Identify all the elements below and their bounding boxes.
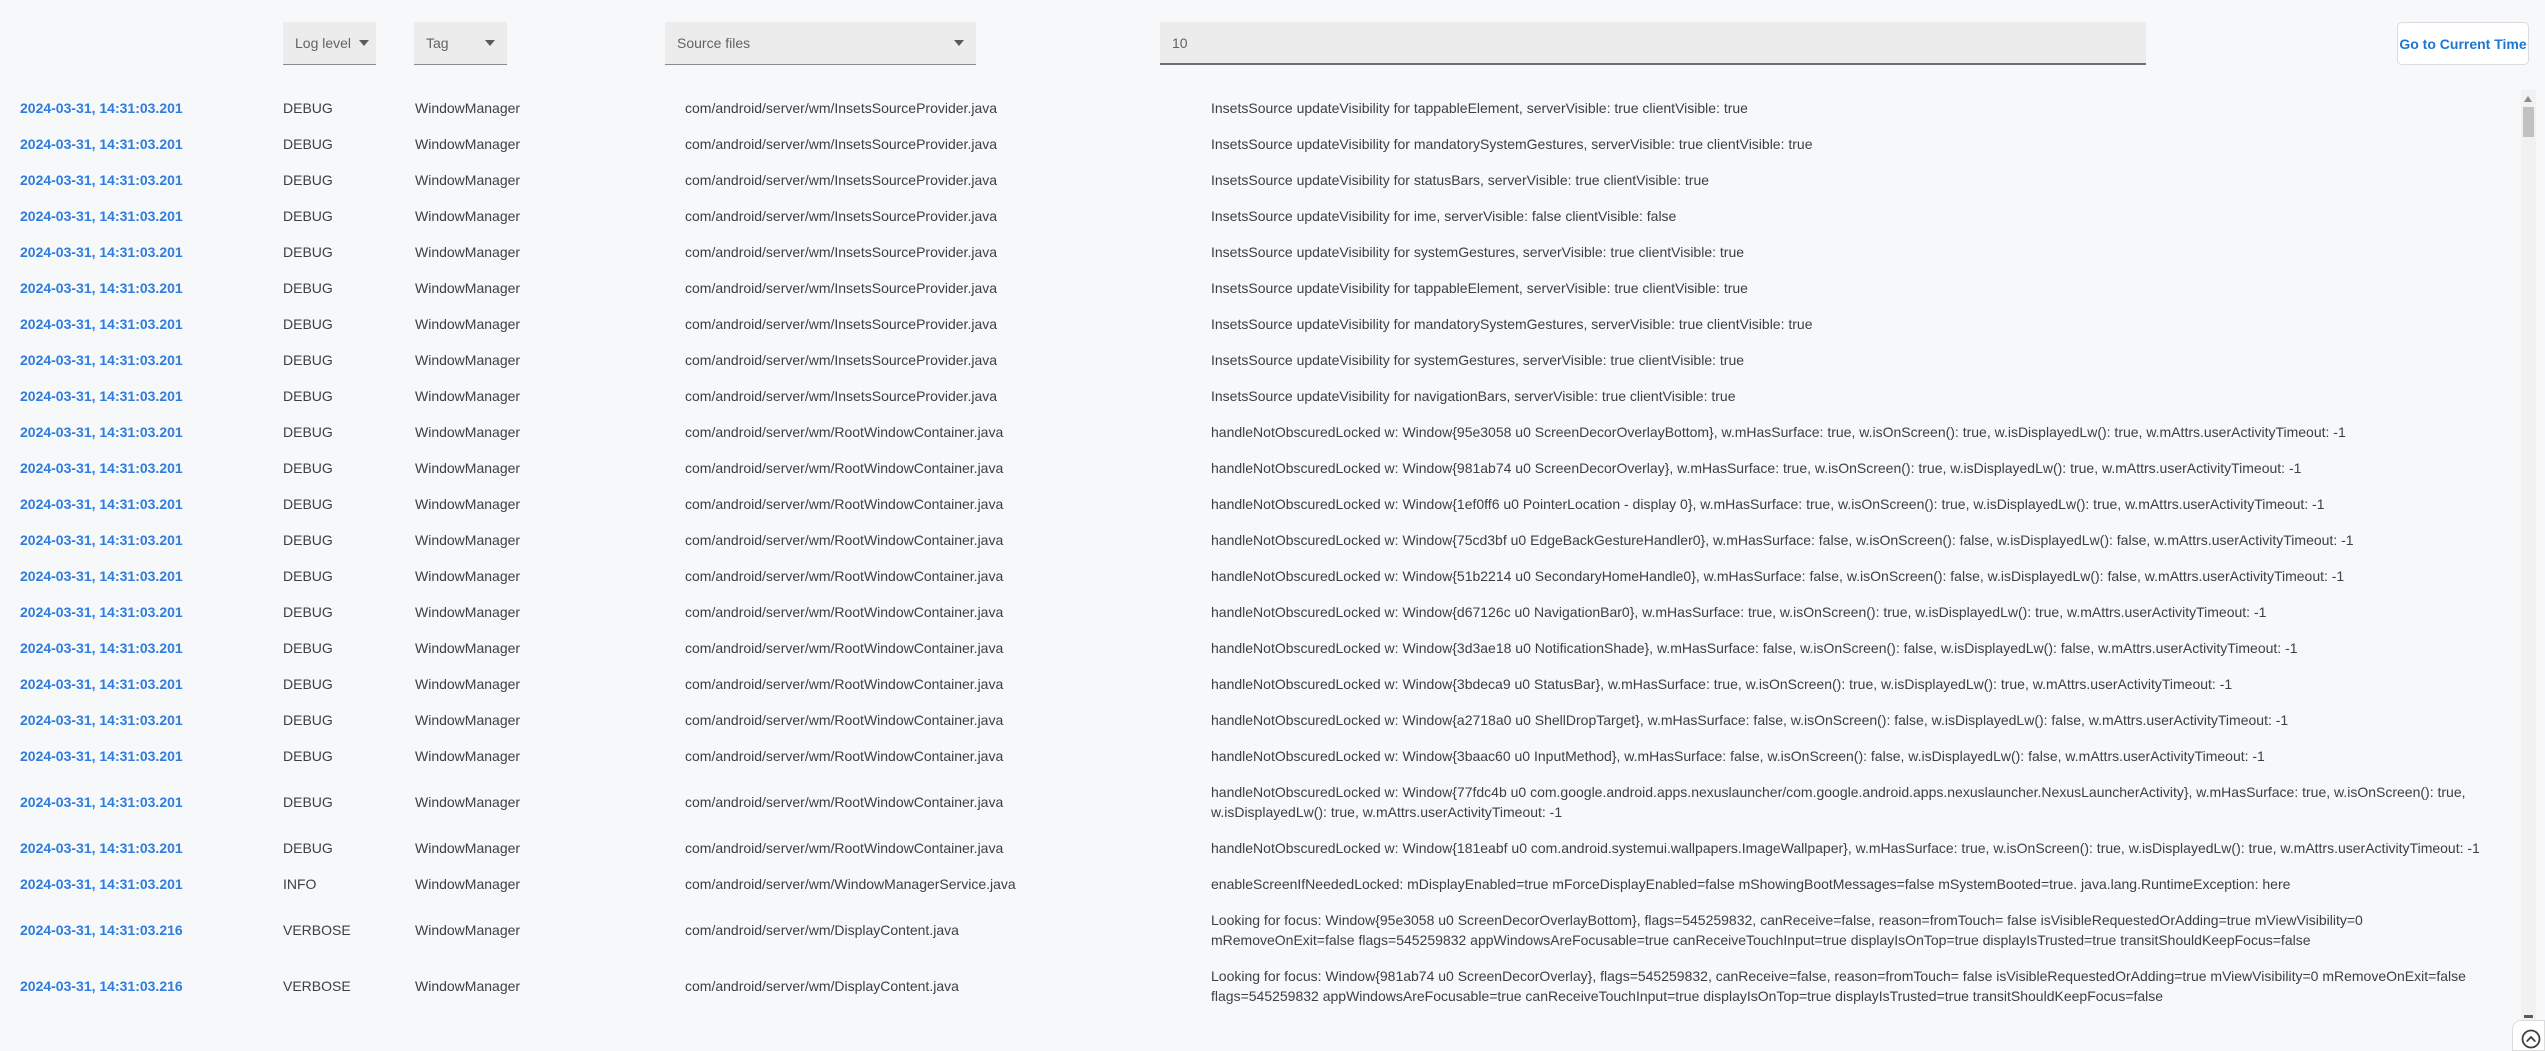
tag-select[interactable] <box>414 22 507 65</box>
row-message: InsetsSource updateVisibility for mandatorySystemGestures, serverVisible: true clientVisible: true <box>1211 316 1813 332</box>
row-tag: WindowManager <box>415 208 521 224</box>
row-timestamp-link[interactable]: 2024-03-31, 14:31:03.201 <box>20 100 183 116</box>
row-log-level: VERBOSE <box>283 922 351 938</box>
row-source-file: com/android/server/wm/RootWindowContainer.java <box>685 532 1004 548</box>
row-message: handleNotObscuredLocked w: Window{3baac60 u0 InputMethod}, w.mHasSurface: false, w.isOnScreen(): false, w.isDisplayedLw(): false, w.mAttrs.userActivityTimeout: -1 <box>1211 748 2265 764</box>
row-source-file: com/android/server/wm/DisplayContent.java <box>685 978 959 994</box>
row-tag: WindowManager <box>415 316 521 332</box>
table-row[interactable] <box>0 270 2545 306</box>
row-message: handleNotObscuredLocked w: Window{95e3058 u0 ScreenDecorOverlayBottom}, w.mHasSurface: true, w.isOnScreen(): true, w.isDisplayedLw(): true, w.mAttrs.userActivityTimeout: -1 <box>1211 424 2346 440</box>
scrollbar-up-arrow-icon[interactable] <box>2524 96 2532 102</box>
row-tag: WindowManager <box>415 460 521 476</box>
row-log-level: DEBUG <box>283 676 333 692</box>
scroll-to-top-button[interactable] <box>2512 1020 2545 1051</box>
row-timestamp-link[interactable]: 2024-03-31, 14:31:03.201 <box>20 244 183 260</box>
row-timestamp-link[interactable]: 2024-03-31, 14:31:03.201 <box>20 604 183 620</box>
chevron-down-icon <box>954 40 964 46</box>
row-timestamp-link[interactable]: 2024-03-31, 14:31:03.201 <box>20 640 183 656</box>
row-timestamp-link[interactable]: 2024-03-31, 14:31:03.201 <box>20 280 183 296</box>
row-timestamp-link[interactable]: 2024-03-31, 14:31:03.201 <box>20 712 183 728</box>
row-timestamp-link[interactable]: 2024-03-31, 14:31:03.201 <box>20 388 183 404</box>
row-log-level: DEBUG <box>283 794 333 810</box>
row-message: handleNotObscuredLocked w: Window{51b2214 u0 SecondaryHomeHandle0}, w.mHasSurface: false, w.isOnScreen(): false, w.isDisplayedLw(): false, w.mAttrs.userActivityTimeout: -1 <box>1211 568 2345 584</box>
row-tag: WindowManager <box>415 280 521 296</box>
row-message: Looking for focus: Window{981ab74 u0 ScreenDecorOverlay}, flags=545259832, canReceive=false, reason=fromTouch= false isVisibleRequestedOrAdding=true mViewVisibility=0 mRemoveOnExit=false flags=545259832 appWindowsAreFocusable=true canReceiveTouchInput=true displayIsOnTop=true displayIsTrusted=true transitShouldKeepFocus=false <box>1211 968 2466 1004</box>
row-message: handleNotObscuredLocked w: Window{981ab74 u0 ScreenDecorOverlay}, w.mHasSurface: true, w.isOnScreen(): true, w.isDisplayedLw(): true, w.mAttrs.userActivityTimeout: -1 <box>1211 460 2302 476</box>
row-log-level: DEBUG <box>283 208 333 224</box>
row-source-file: com/android/server/wm/RootWindowContainer.java <box>685 676 1004 692</box>
row-source-file: com/android/server/wm/InsetsSourceProvider.java <box>685 316 998 332</box>
row-tag: WindowManager <box>415 922 521 938</box>
tag-label: Tag <box>426 35 449 51</box>
table-row[interactable] <box>0 378 2545 414</box>
table-row[interactable] <box>0 738 2545 774</box>
row-tag: WindowManager <box>415 676 521 692</box>
table-row[interactable] <box>0 486 2545 522</box>
row-timestamp-link[interactable]: 2024-03-31, 14:31:03.201 <box>20 172 183 188</box>
row-message: handleNotObscuredLocked w: Window{77fdc4b u0 com.google.android.apps.nexuslauncher/com.google.android.apps.nexuslauncher.NexusLauncherActivity}, w.mHasSurface: true, w.isOnScreen(): true, w.isDisplayedLw(): true, w.mAttrs.userActivityTimeout: -1 <box>1211 784 2466 820</box>
table-row[interactable] <box>0 866 2545 902</box>
row-log-level: DEBUG <box>283 100 333 116</box>
row-log-level: DEBUG <box>283 388 333 404</box>
row-timestamp-link[interactable]: 2024-03-31, 14:31:03.201 <box>20 352 183 368</box>
row-source-file: com/android/server/wm/InsetsSourceProvider.java <box>685 172 998 188</box>
row-tag: WindowManager <box>415 640 521 656</box>
source-files-label: Source files <box>677 35 751 51</box>
row-message: handleNotObscuredLocked w: Window{75cd3bf u0 EdgeBackGestureHandler0}, w.mHasSurface: false, w.isOnScreen(): false, w.isDisplayedLw(): false, w.mAttrs.userActivityTimeout: -1 <box>1211 532 2354 548</box>
row-timestamp-link[interactable]: 2024-03-31, 14:31:03.201 <box>20 876 183 892</box>
row-source-file: com/android/server/wm/RootWindowContainer.java <box>685 712 1004 728</box>
row-timestamp-link[interactable]: 2024-03-31, 14:31:03.201 <box>20 794 183 810</box>
row-source-file: com/android/server/wm/RootWindowContainer.java <box>685 748 1004 764</box>
log-level-label: Log level <box>295 35 352 51</box>
row-log-level: DEBUG <box>283 840 333 856</box>
row-source-file: com/android/server/wm/RootWindowContainer.java <box>685 794 1004 810</box>
row-source-file: com/android/server/wm/InsetsSourceProvider.java <box>685 352 998 368</box>
row-source-file: com/android/server/wm/RootWindowContainer.java <box>685 840 1004 856</box>
row-log-level: DEBUG <box>283 136 333 152</box>
row-source-file: com/android/server/wm/RootWindowContainer.java <box>685 568 1004 584</box>
row-message: InsetsSource updateVisibility for mandatorySystemGestures, serverVisible: true clientVisible: true <box>1211 136 1813 152</box>
row-tag: WindowManager <box>415 794 521 810</box>
chevron-down-icon <box>485 40 495 46</box>
row-source-file: com/android/server/wm/DisplayContent.java <box>685 922 959 938</box>
row-tag: WindowManager <box>415 244 521 260</box>
row-message: InsetsSource updateVisibility for navigationBars, serverVisible: true clientVisible: true <box>1211 388 1736 404</box>
row-log-level: DEBUG <box>283 460 333 476</box>
row-timestamp-link[interactable]: 2024-03-31, 14:31:03.216 <box>20 978 183 994</box>
row-source-file: com/android/server/wm/InsetsSourceProvider.java <box>685 100 998 116</box>
table-row[interactable] <box>0 774 2545 830</box>
row-log-level: DEBUG <box>283 352 333 368</box>
row-log-level: DEBUG <box>283 640 333 656</box>
row-tag: WindowManager <box>415 352 521 368</box>
row-message: enableScreenIfNeededLocked: mDisplayEnabled=true mForceDisplayEnabled=false mShowingBootMessages=false mSystemBooted=true. java.lang.RuntimeException: here <box>1211 876 2291 892</box>
row-tag: WindowManager <box>415 100 521 116</box>
table-row[interactable] <box>0 558 2545 594</box>
row-timestamp-link[interactable]: 2024-03-31, 14:31:03.201 <box>20 316 183 332</box>
row-message: handleNotObscuredLocked w: Window{3bdeca9 u0 StatusBar}, w.mHasSurface: true, w.isOnScreen(): true, w.isDisplayedLw(): true, w.mAttrs.userActivityTimeout: -1 <box>1211 676 2233 692</box>
row-source-file: com/android/server/wm/RootWindowContainer.java <box>685 460 1004 476</box>
table-row[interactable] <box>0 594 2545 630</box>
row-message: Looking for focus: Window{95e3058 u0 ScreenDecorOverlayBottom}, flags=545259832, canReceive=false, reason=fromTouch= false isVisibleRequestedOrAdding=true mViewVisibility=0 mRemoveOnExit=false flags=545259832 appWindowsAreFocusable=true canReceiveTouchInput=true displayIsOnTop=true displayIsTrusted=true transitShouldKeepFocus=false <box>1211 912 2363 948</box>
row-log-level: DEBUG <box>283 172 333 188</box>
row-log-level: DEBUG <box>283 424 333 440</box>
row-message: InsetsSource updateVisibility for systemGestures, serverVisible: true clientVisible: true <box>1211 244 1745 260</box>
row-tag: WindowManager <box>415 712 521 728</box>
row-tag: WindowManager <box>415 136 521 152</box>
row-message: InsetsSource updateVisibility for tappableElement, serverVisible: true clientVisible: true <box>1211 100 1748 116</box>
row-timestamp-link[interactable]: 2024-03-31, 14:31:03.216 <box>20 922 183 938</box>
row-tag: WindowManager <box>415 604 521 620</box>
go-to-current-time-button[interactable]: Go to Current Time <box>2397 22 2529 65</box>
row-tag: WindowManager <box>415 388 521 404</box>
search-input[interactable] <box>1160 22 2146 65</box>
table-row[interactable] <box>0 666 2545 702</box>
row-timestamp-link[interactable]: 2024-03-31, 14:31:03.201 <box>20 424 183 440</box>
row-message: handleNotObscuredLocked w: Window{3d3ae18 u0 NotificationShade}, w.mHasSurface: false, w.isOnScreen(): false, w.isDisplayedLw(): false, w.mAttrs.userActivityTimeout: -1 <box>1211 640 2298 656</box>
table-row[interactable] <box>0 830 2545 866</box>
row-message: InsetsSource updateVisibility for ime, serverVisible: false clientVisible: false <box>1211 208 1677 224</box>
row-message: handleNotObscuredLocked w: Window{a2718a0 u0 ShellDropTarget}, w.mHasSurface: false, w.isOnScreen(): false, w.isDisplayedLw(): false, w.mAttrs.userActivityTimeout: -1 <box>1211 712 2289 728</box>
row-tag: WindowManager <box>415 748 521 764</box>
row-log-level: DEBUG <box>283 568 333 584</box>
row-source-file: com/android/server/wm/InsetsSourceProvider.java <box>685 136 998 152</box>
row-tag: WindowManager <box>415 568 521 584</box>
scrollbar-down-arrow-icon[interactable] <box>2524 1015 2533 1018</box>
row-timestamp-link[interactable]: 2024-03-31, 14:31:03.201 <box>20 568 183 584</box>
row-source-file: com/android/server/wm/WindowManagerService.java <box>685 876 1016 892</box>
row-source-file: com/android/server/wm/InsetsSourceProvider.java <box>685 244 998 260</box>
table-row[interactable] <box>0 414 2545 450</box>
table-row[interactable] <box>0 902 2545 958</box>
chevron-down-icon <box>359 40 369 46</box>
row-source-file: com/android/server/wm/RootWindowContainer.java <box>685 424 1004 440</box>
row-timestamp-link[interactable]: 2024-03-31, 14:31:03.201 <box>20 136 183 152</box>
row-source-file: com/android/server/wm/InsetsSourceProvider.java <box>685 208 998 224</box>
row-log-level: DEBUG <box>283 496 333 512</box>
table-row[interactable] <box>0 522 2545 558</box>
log-level-select[interactable] <box>283 22 376 65</box>
row-source-file: com/android/server/wm/RootWindowContainer.java <box>685 640 1004 656</box>
row-log-level: DEBUG <box>283 604 333 620</box>
row-log-level: DEBUG <box>283 532 333 548</box>
row-timestamp-link[interactable]: 2024-03-31, 14:31:03.201 <box>20 208 183 224</box>
row-tag: WindowManager <box>415 532 521 548</box>
table-row[interactable] <box>0 162 2545 198</box>
row-tag: WindowManager <box>415 840 521 856</box>
row-message: handleNotObscuredLocked w: Window{181eabf u0 com.android.systemui.wallpapers.ImageWallpaper}, w.mHasSurface: true, w.isOnScreen(): true, w.isDisplayedLw(): true, w.mAttrs.userActivityTimeout: -1 <box>1211 840 2480 856</box>
row-source-file: com/android/server/wm/RootWindowContainer.java <box>685 604 1004 620</box>
row-message: handleNotObscuredLocked w: Window{1ef0ff6 u0 PointerLocation - display 0}, w.mHasSurface: true, w.isOnScreen(): true, w.isDisplayedLw(): true, w.mAttrs.userActivityTimeout: -1 <box>1211 496 2325 512</box>
row-timestamp-link[interactable]: 2024-03-31, 14:31:03.201 <box>20 840 183 856</box>
vertical-scrollbar[interactable] <box>2521 90 2536 1021</box>
row-timestamp-link[interactable]: 2024-03-31, 14:31:03.201 <box>20 532 183 548</box>
row-message: InsetsSource updateVisibility for statusBars, serverVisible: true clientVisible: true <box>1211 172 1710 188</box>
row-timestamp-link[interactable]: 2024-03-31, 14:31:03.201 <box>20 676 183 692</box>
table-row[interactable] <box>0 958 2545 1014</box>
table-row[interactable] <box>0 450 2545 486</box>
table-row[interactable] <box>0 198 2545 234</box>
row-timestamp-link[interactable]: 2024-03-31, 14:31:03.201 <box>20 748 183 764</box>
table-row[interactable] <box>0 342 2545 378</box>
source-files-select[interactable] <box>665 22 976 65</box>
row-message: InsetsSource updateVisibility for systemGestures, serverVisible: true clientVisible: true <box>1211 352 1745 368</box>
row-message: InsetsSource updateVisibility for tappableElement, serverVisible: true clientVisible: true <box>1211 280 1748 296</box>
row-message: handleNotObscuredLocked w: Window{d67126c u0 NavigationBar0}, w.mHasSurface: true, w.isOnScreen(): true, w.isDisplayedLw(): true, w.mAttrs.userActivityTimeout: -1 <box>1211 604 2267 620</box>
row-source-file: com/android/server/wm/RootWindowContainer.java <box>685 496 1004 512</box>
row-source-file: com/android/server/wm/InsetsSourceProvider.java <box>685 280 998 296</box>
row-timestamp-link[interactable]: 2024-03-31, 14:31:03.201 <box>20 460 183 476</box>
row-log-level: VERBOSE <box>283 978 351 994</box>
table-row[interactable] <box>0 306 2545 342</box>
row-log-level: DEBUG <box>283 280 333 296</box>
row-timestamp-link[interactable]: 2024-03-31, 14:31:03.201 <box>20 496 183 512</box>
row-tag: WindowManager <box>415 876 521 892</box>
table-row[interactable] <box>0 126 2545 162</box>
filter-bar <box>0 0 2545 90</box>
row-source-file: com/android/server/wm/InsetsSourceProvider.java <box>685 388 998 404</box>
table-row[interactable] <box>0 234 2545 270</box>
row-log-level: DEBUG <box>283 316 333 332</box>
row-log-level: DEBUG <box>283 748 333 764</box>
table-row[interactable] <box>0 630 2545 666</box>
row-log-level: DEBUG <box>283 244 333 260</box>
row-tag: WindowManager <box>415 978 521 994</box>
chevron-up-circle-icon <box>2521 1029 2541 1049</box>
row-log-level: INFO <box>283 876 317 892</box>
row-tag: WindowManager <box>415 172 521 188</box>
scrollbar-thumb[interactable] <box>2523 107 2534 137</box>
log-table <box>0 90 2545 1014</box>
table-row[interactable] <box>0 90 2545 126</box>
row-tag: WindowManager <box>415 424 521 440</box>
row-tag: WindowManager <box>415 496 521 512</box>
row-log-level: DEBUG <box>283 712 333 728</box>
table-row[interactable] <box>0 702 2545 738</box>
